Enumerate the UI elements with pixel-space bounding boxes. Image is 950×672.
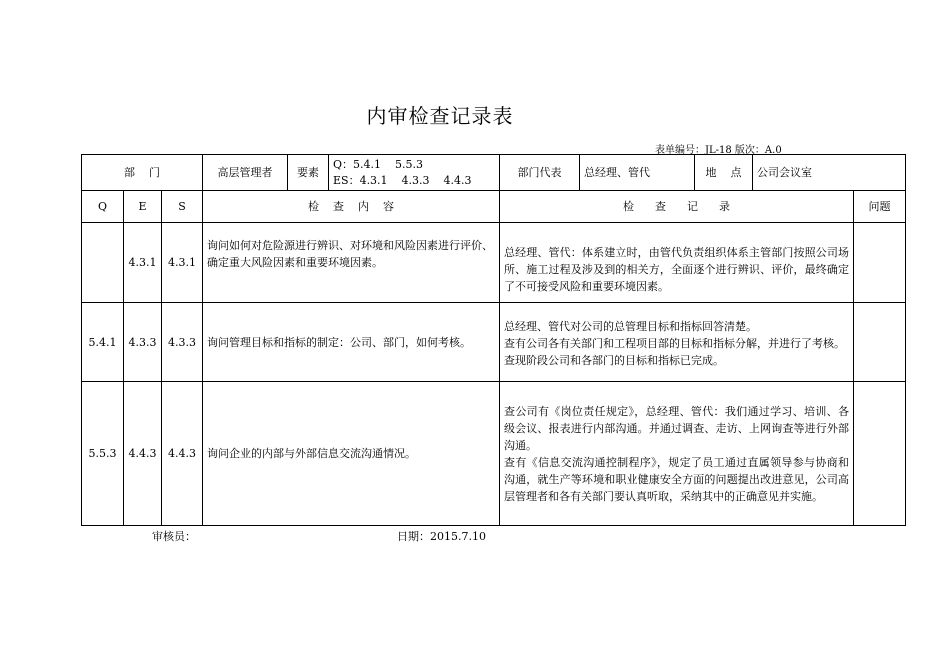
rep-value: 总经理、管代: [580, 155, 695, 191]
table-row: [82, 382, 906, 526]
col-s: S: [162, 191, 203, 223]
row-q: 5.4.1: [82, 303, 124, 382]
col-content: 检 查 内 容: [203, 191, 500, 223]
date-label: 日期：2015.7.10: [397, 530, 486, 543]
row-s: 4.3.1: [162, 223, 203, 303]
rep-label: 部门代表: [500, 155, 580, 191]
element-values: [329, 155, 500, 191]
row-s: 4.4.3: [162, 382, 203, 526]
row-record: 总经理、管代：体系建立时，由管代负责组织体系主管部门按照公司场所、施工过程及涉及到的相关方，全面逐个进行辨识、评价，最终确定了不可接受风险和重要环境因素。: [500, 223, 854, 303]
table-row: [82, 303, 906, 382]
form-number: 表单编号：JL-18 版次：A.0: [655, 145, 782, 156]
row-q: 5.5.3: [82, 382, 124, 526]
row-record: 总经理、管代对公司的总管理目标和指标回答清楚。 查有公司各有关部门和工程项目部的目标和指标分解，并进行了考核。 查现阶段公司和各部门的目标和指标已完成。: [500, 303, 854, 382]
place-label: 地 点: [695, 155, 753, 191]
dept-label: 部 门: [82, 155, 203, 191]
col-e: E: [124, 191, 162, 223]
row-issue: [854, 382, 906, 526]
header-row: [82, 155, 906, 191]
page-title: 内审检查记录表: [366, 104, 514, 128]
row-content: 询问管理目标和指标的制定：公司、部门，如何考核。: [203, 303, 500, 382]
row-content: 询问如何对危险源进行辨识、对环境和风险因素进行评价、确定重大风险因素和重要环境因素。: [203, 223, 500, 303]
element-es: ES：4.3.1 4.3.3 4.4.3: [333, 173, 472, 187]
dept-value: 高层管理者: [203, 155, 288, 191]
row-issue: [854, 303, 906, 382]
row-e: 4.3.3: [124, 303, 162, 382]
row-issue: [854, 223, 906, 303]
reviewer-label: 审核员：: [152, 530, 196, 543]
row-content: 询问企业的内部与外部信息交流沟通情况。: [203, 382, 500, 526]
row-s: 4.3.3: [162, 303, 203, 382]
element-q: Q：5.4.1 5.5.3: [333, 157, 423, 171]
col-q: Q: [82, 191, 124, 223]
col-record: 检 查 记 录: [500, 191, 854, 223]
place-value: 公司会议室: [753, 155, 906, 191]
element-label: 要素: [288, 155, 329, 191]
table-row: [82, 223, 906, 303]
row-e: 4.3.1: [124, 223, 162, 303]
row-e: 4.4.3: [124, 382, 162, 526]
col-issue: 问题: [854, 191, 906, 223]
row-record: 查公司有《岗位责任规定》，总经理、管代：我们通过学习、培训、各级会议、报表进行内部沟通。并通过调查、走访、上网询查等进行外部沟通。 查有《信息交流沟通控制程序》，规定了员工通过直属领导参与协商和沟通，就生产等环境和职业健康安全方面的问题提出改进意见，公司高层管理者和各有关部门要认真听取，采纳其中的正确意见并实施。: [500, 382, 854, 526]
row-q: [82, 223, 124, 303]
audit-record-table: [81, 154, 906, 526]
column-header-row: [82, 191, 906, 223]
